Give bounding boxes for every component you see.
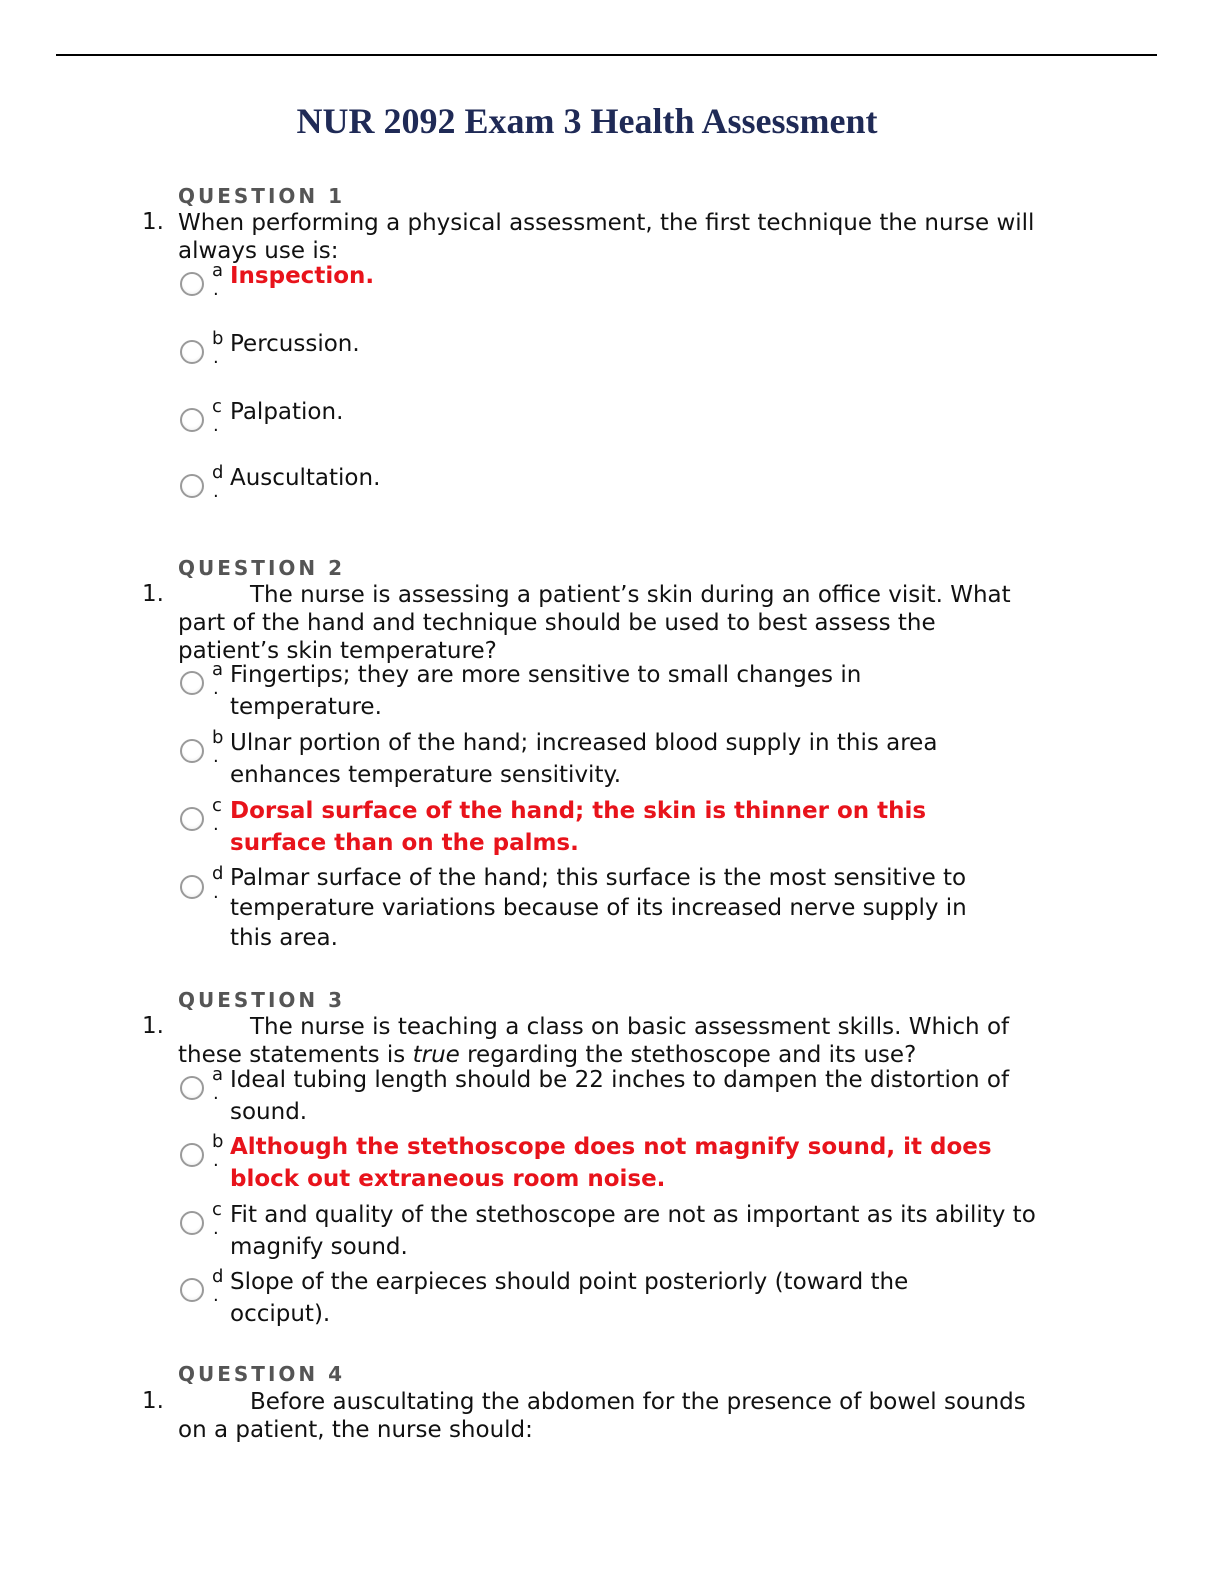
question-2-text bbox=[178, 581, 1038, 665]
option-letter: d bbox=[212, 1266, 224, 1287]
option-letter: a bbox=[212, 260, 224, 281]
question-3-number: 1. bbox=[142, 1013, 164, 1039]
question-1-number: 1. bbox=[142, 209, 164, 235]
radio-button[interactable] bbox=[180, 875, 204, 899]
option-letter: c bbox=[212, 795, 222, 816]
option-dot: · bbox=[213, 420, 219, 441]
radio-button[interactable] bbox=[180, 408, 204, 432]
option-letter: c bbox=[212, 396, 222, 417]
option-dot: · bbox=[213, 819, 219, 840]
radio-button[interactable] bbox=[180, 671, 204, 695]
option-letter: c bbox=[212, 1199, 222, 1220]
option-text: Percussion. bbox=[230, 331, 360, 357]
question-4-number: 1. bbox=[142, 1388, 164, 1414]
radio-button[interactable] bbox=[180, 1278, 204, 1302]
option-dot: · bbox=[213, 284, 219, 305]
question-3-text-after: regarding the stethoscope and its use? bbox=[459, 1042, 917, 1068]
option-dot: · bbox=[213, 751, 219, 772]
document-title: NUR 2092 Exam 3 Health Assessment bbox=[296, 101, 878, 141]
option-text: Ulnar portion of the hand; increased blood supply in this area enhances temperature sensitivity. bbox=[230, 730, 938, 788]
question-2-text-content: The nurse is assessing a patient’s skin during an office visit. What part of the hand and technique should be used to best assess the patient’s skin temperature? bbox=[178, 582, 1011, 664]
option-letter: d bbox=[212, 462, 224, 483]
option-letter: b bbox=[212, 1131, 224, 1152]
question-2-number: 1. bbox=[142, 581, 164, 607]
option-letter: a bbox=[212, 659, 224, 680]
option-text: Ideal tubing length should be 22 inches to dampen the distortion of sound. bbox=[230, 1067, 1010, 1125]
radio-button[interactable] bbox=[180, 1211, 204, 1235]
option-text: Fingertips; they are more sensitive to small changes in temperature. bbox=[230, 662, 862, 720]
option-dot: · bbox=[213, 1155, 219, 1176]
question-3-text-emphasis: true bbox=[412, 1042, 460, 1068]
radio-button[interactable] bbox=[180, 340, 204, 364]
radio-button[interactable] bbox=[180, 739, 204, 763]
option-letter: b bbox=[212, 727, 224, 748]
option-dot: · bbox=[213, 887, 219, 908]
top-rule bbox=[56, 54, 1157, 56]
option-letter: d bbox=[212, 863, 224, 884]
option-text: Palpation. bbox=[230, 399, 344, 425]
question-4-text-content: Before auscultating the abdomen for the presence of bowel sounds on a patient, the nurse should: bbox=[178, 1389, 1026, 1443]
option-text: Fit and quality of the stethoscope are not as important as its ability to magnify sound. bbox=[230, 1202, 1036, 1260]
question-4-text bbox=[178, 1388, 1038, 1444]
option-dot: · bbox=[213, 1223, 219, 1244]
option-text: Dorsal surface of the hand; the skin is thinner on this surface than on the palms. bbox=[230, 798, 927, 856]
option-dot: · bbox=[213, 683, 219, 704]
radio-button[interactable] bbox=[180, 807, 204, 831]
question-1-header: QUESTION 1 bbox=[178, 184, 346, 208]
option-text: Inspection. bbox=[230, 263, 375, 289]
option-dot: · bbox=[213, 1290, 219, 1311]
question-3-header: QUESTION 3 bbox=[178, 988, 346, 1012]
option-dot: · bbox=[213, 352, 219, 373]
option-dot: · bbox=[213, 486, 219, 507]
question-3-text bbox=[178, 1013, 1038, 1069]
radio-button[interactable] bbox=[180, 1076, 204, 1100]
question-1-text: When performing a physical assessment, the first technique the nurse will always use is: bbox=[178, 210, 1035, 264]
option-text: Although the stethoscope does not magnify sound, it does block out extraneous room noise. bbox=[230, 1134, 992, 1192]
question-3-text-before: The nurse is teaching a class on basic assessment skills. Which of these statements is bbox=[178, 1014, 1010, 1068]
option-text: Auscultation. bbox=[230, 465, 381, 491]
radio-button[interactable] bbox=[180, 272, 204, 296]
option-text: Slope of the earpieces should point posteriorly (toward the occiput). bbox=[230, 1269, 909, 1327]
option-dot: · bbox=[213, 1088, 219, 1109]
question-4-header: QUESTION 4 bbox=[178, 1362, 346, 1386]
radio-button[interactable] bbox=[180, 1143, 204, 1167]
option-text: Palmar surface of the hand; this surface is the most sensitive to temperature variations because of its increased nerve supply in this area. bbox=[230, 865, 967, 951]
radio-button[interactable] bbox=[180, 474, 204, 498]
question-2-header: QUESTION 2 bbox=[178, 556, 346, 580]
option-letter: a bbox=[212, 1064, 224, 1085]
option-letter: b bbox=[212, 328, 224, 349]
